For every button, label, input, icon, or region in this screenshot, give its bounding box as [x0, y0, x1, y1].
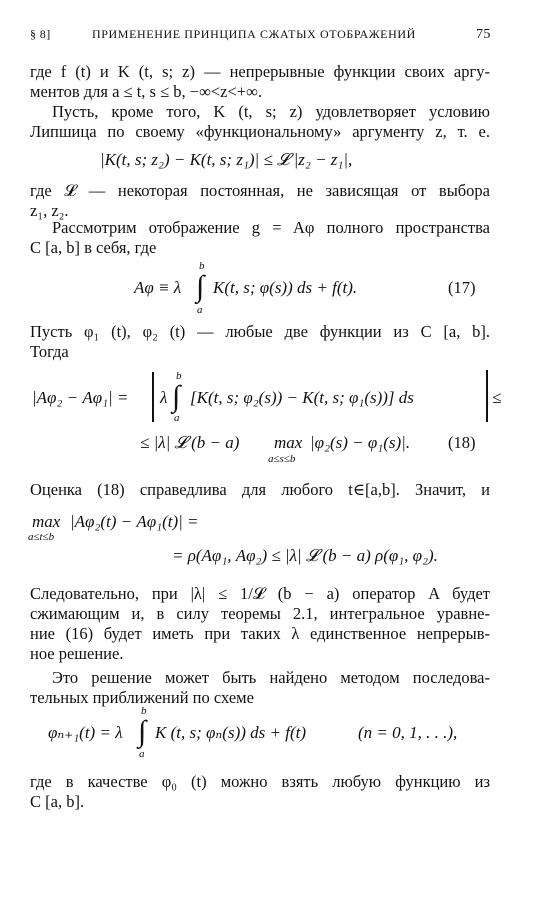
- text-line: ное решение.: [30, 644, 124, 663]
- integral-upper-limit: b: [199, 260, 205, 272]
- integral-upper-limit: b: [176, 370, 182, 382]
- text-line: где 𝓛 — некоторая постоянная, не зависящая от выбора: [30, 181, 490, 200]
- text-line: Тогда: [30, 342, 69, 361]
- eq17-rhs: K(t, s; φ(s)) ds + f(t).: [213, 278, 358, 297]
- integral-upper-limit: b: [141, 705, 147, 717]
- eq18-integrand: [K(t, s; φ₂(s)) − K(t, s; φ₁(s))] ds: [190, 388, 414, 407]
- eq18-line2-b: |φ₂(s) − φ₁(s)|.: [310, 433, 411, 452]
- section-mark: § 8]: [30, 27, 51, 41]
- maxline-result: = ρ(Aφ₁, Aφ₂) ≤ |λ| 𝓛 (b − a) ρ(φ₁, φ₂).: [172, 546, 438, 565]
- eq18-max-subscript: a≤s≤b: [268, 453, 296, 465]
- text-line: где f (t) и K (t, s; z) — непрерывные функции своих аргу-: [30, 62, 490, 81]
- eq18-lhs: |Aφ₂ − Aφ₁| =: [32, 388, 129, 407]
- text-line: тельных приближений по схеме: [30, 688, 254, 707]
- eq17-lhs: Aφ ≡ λ: [134, 278, 182, 297]
- text-line: z₁, z₂.: [30, 201, 69, 220]
- integral-lower-limit: a: [197, 304, 203, 316]
- text-line: Следовательно, при |λ| ≤ 1/𝓛 (b − a) оператор A будет: [30, 584, 490, 603]
- maxline-body: |Aφ₂(t) − Aφ₁(t)| =: [70, 512, 199, 531]
- text-line: C [a, b] в себя, где: [30, 238, 157, 257]
- integral-lower-limit: a: [139, 748, 145, 760]
- eq18-line2-a: ≤ |λ| 𝓛 (b − a): [140, 433, 240, 452]
- maxline-max: max: [32, 512, 61, 531]
- text-line: ние (16) будет иметь при таких λ единственное непрерыв-: [30, 624, 490, 643]
- iter-index: (n = 0, 1, . . .),: [358, 723, 458, 742]
- integral-sign: ∫: [172, 380, 181, 413]
- integral-sign: ∫: [196, 270, 205, 303]
- iter-rhs: K (t, s; φₙ(s)) ds + f(t): [155, 723, 306, 742]
- text-line: Оценка (18) справедлива для любого t∈[a,b]. Значит, и: [30, 480, 490, 499]
- running-title: ПРИМЕНЕНИЕ ПРИНЦИПА СЖАТЫХ ОТОБРАЖЕНИЙ: [92, 27, 416, 41]
- equation-number-17: (17): [448, 278, 476, 297]
- eq18-max: max: [274, 433, 303, 452]
- running-header: [30, 27, 500, 47]
- abs-bar-right: [486, 370, 488, 422]
- integral-sign: ∫: [138, 715, 147, 748]
- text-line: Липшица по своему «функциональному» аргументу z, т. е.: [30, 122, 490, 141]
- text-line: сжимающим и, в силу теоремы 2.1, интегральное уравне-: [30, 604, 490, 623]
- text-line: где в качестве φ₀ (t) можно взять любую функцию из: [30, 772, 490, 791]
- eq18-lambda: λ: [160, 388, 168, 407]
- integral-lower-limit: a: [174, 412, 180, 424]
- equation-number-18: (18): [448, 433, 476, 452]
- text-line: Это решение может быть найдено методом последова-: [52, 668, 490, 687]
- text-line: ментов для a ≤ t, s ≤ b, −∞<z<+∞.: [30, 82, 262, 101]
- iter-lhs: φₙ₊₁(t) = λ: [48, 723, 123, 742]
- text-line: Пусть φ₁ (t), φ₂ (t) — любые две функции из C [a, b].: [30, 322, 490, 341]
- maxline-subscript: a≤t≤b: [28, 531, 55, 543]
- page-number: 75: [476, 27, 491, 42]
- text-line: Рассмотрим отображение g = Aφ полного пространства: [52, 218, 490, 237]
- eq18-le: ≤: [492, 388, 502, 407]
- text-line: C [a, b].: [30, 792, 85, 811]
- abs-bar-left: [152, 372, 154, 422]
- text-line: Пусть, кроме того, K (t, s; z) удовлетворяет условию: [52, 102, 490, 121]
- lipschitz-formula: |K(t, s; z₂) − K(t, s; z₁)| ≤ 𝓛 |z₂ − z₁|,: [100, 150, 353, 169]
